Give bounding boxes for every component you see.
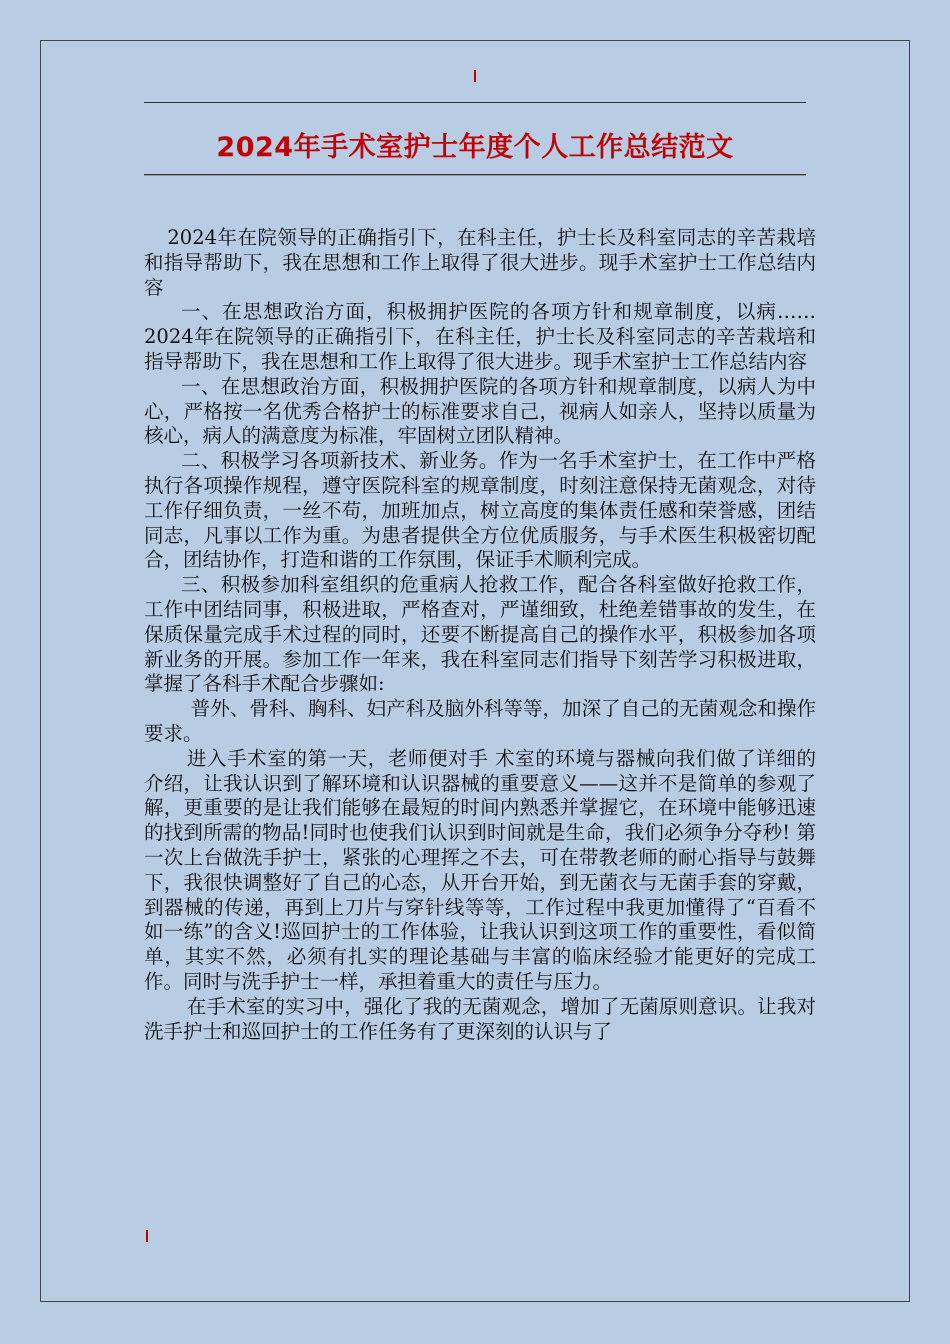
document-body [144, 226, 816, 1044]
paragraph: 一、在思想政治方面，积极拥护医院的各项方针和规章制度，以病…… 2024年在院领导的正确指引下，在科主任，护士长及科室同志的辛苦栽培和指导帮助下，我在思想和工作上取得了很大进步。现手术室护士工作总结内容 [144, 300, 816, 373]
paragraph: 三、积极参加科室组织的危重病人抢救工作，配合各科室做好抢救工作，工作中团结同事，积极进取，严格查对，严谨细致，杜绝差错事故的发生，在保质保量完成手术过程的同时，还要不断提高自己的操作水平，积极参加各项新业务的开展。参加工作一年来，我在科室同志们指导下刻苦学习积极进取，掌握了各科手术配合步骤如: [144, 573, 816, 696]
paragraph: 一、在思想政治方面，积极拥护医院的各项方针和规章制度，以病人为中心，严格按一名优秀合格护士的标准要求自己，视病人如亲人，坚持以质量为核心，病人的满意度为标准，牢固树立团队精神。 [144, 374, 816, 448]
paragraph: 在手术室的实习中，强化了我的无菌观念，增加了无菌原则意识。让我对洗手护士和巡回护士的工作任务有了更深刻的认识与了 [144, 994, 816, 1043]
title-rule [144, 174, 806, 175]
paragraph: 二、积极学习各项新技术、新业务。作为一名手术室护士，在工作中严格执行各项操作规程，遵守医院科室的规章制度，时刻注意保持无菌观念，对待工作仔细负责，一丝不苟，加班加点，树立高度的集体责任感和荣誉感，团结同志，凡事以工作为重。为患者提供全方位优质服务，与手术医生积极密切配合，团结协作，打造和谐的工作氛围，保证手术顺利完成。 [144, 449, 816, 572]
paragraph: 普外、骨科、胸科、妇产科及脑外科等等，加深了自己的无菌观念和操作要求。 [144, 697, 816, 745]
document-title: 2024年手术室护士年度个人工作总结范文 [216, 132, 734, 163]
header-mark [474, 70, 476, 82]
paragraph: 进入手术室的第一天，老师便对手 术室的环境与器械向我们做了详细的介绍，让我认识到了解环境和认识器械的重要意义——这并不是简单的参观了解，更重要的是让我们能够在最短的时间内熟悉并掌握它，在环境中能够迅速的找到所需的物品!同时也使我们认识到时间就是生命，我们必须争分夺秒! 第一次上台做洗手护士，紧张的心理挥之不去，可在带教老师的耐心指导与鼓舞下，我很快调整好了自己的心态，从开台开始，到无菌衣与无菌手套的穿戴，到器械的传递，再到上刀片与穿针线等等，工作过程中我更加懂得了“百看不如一练”的含义!巡回护士的工作体验，让我认识到这项工作的重要性，看似简单，其实不然，必须有扎实的理论基础与丰富的临床经验才能更好的完成工作。同时与洗手护士一样，承担着重大的责任与压力。 [144, 746, 816, 993]
paragraph: 2024年在院领导的正确指引下，在科主任，护士长及科室同志的辛苦栽培和指导帮助下，我在思想和工作上取得了很大进步。现手术室护士工作总结内容 [144, 226, 816, 299]
header-rule [144, 102, 806, 103]
footer-mark [146, 1230, 148, 1242]
